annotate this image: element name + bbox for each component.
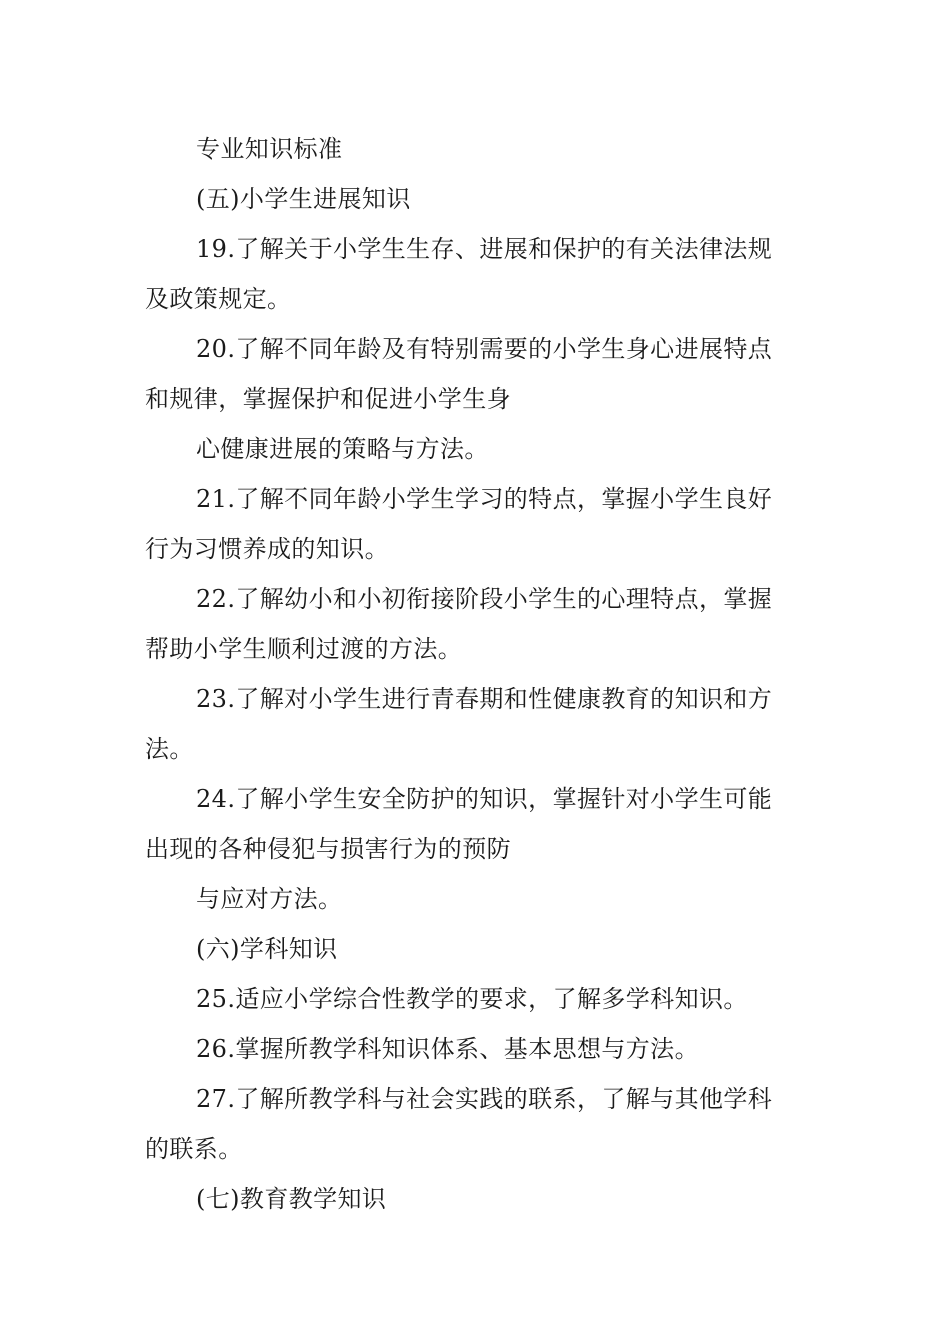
paragraph-line: 行为习惯养成的知识。 (145, 535, 389, 563)
paragraph-line: 20.了解不同年龄及有特别需要的小学生身心进展特点 (196, 335, 773, 363)
subsection-heading: (六)学科知识 (196, 935, 338, 963)
paragraph-line: 22.了解幼小和小初衔接阶段小学生的心理特点，掌握 (196, 585, 773, 613)
paragraph-line: 和规律，掌握保护和促进小学生身 (145, 385, 511, 413)
paragraph-line: 23.了解对小学生进行青春期和性健康教育的知识和方 (196, 685, 773, 713)
paragraph-line: 帮助小学生顺利过渡的方法。 (145, 635, 463, 663)
subsection-heading: (五)小学生进展知识 (196, 185, 411, 213)
paragraph-line: 25.适应小学综合性教学的要求，了解多学科知识。 (196, 985, 748, 1013)
paragraph-line: 出现的各种侵犯与损害行为的预防 (145, 835, 511, 863)
paragraph-line: 的联系。 (145, 1135, 243, 1163)
paragraph-line: 与应对方法。 (196, 885, 343, 913)
paragraph-line: 法。 (145, 735, 194, 763)
paragraph-line: 19.了解关于小学生生存、进展和保护的有关法律法规 (196, 235, 773, 263)
paragraph-line: 及政策规定。 (145, 285, 292, 313)
paragraph-line: 心健康进展的策略与方法。 (196, 435, 489, 463)
section-heading: 专业知识标准 (196, 135, 343, 163)
paragraph-line: 26.掌握所教学科知识体系、基本思想与方法。 (196, 1035, 699, 1063)
subsection-heading: (七)教育教学知识 (196, 1185, 387, 1213)
paragraph-line: 24.了解小学生安全防护的知识，掌握针对小学生可能 (196, 785, 773, 813)
paragraph-line: 27.了解所教学科与社会实践的联系，了解与其他学科 (196, 1085, 773, 1113)
paragraph-line: 21.了解不同年龄小学生学习的特点，掌握小学生良好 (196, 485, 773, 513)
